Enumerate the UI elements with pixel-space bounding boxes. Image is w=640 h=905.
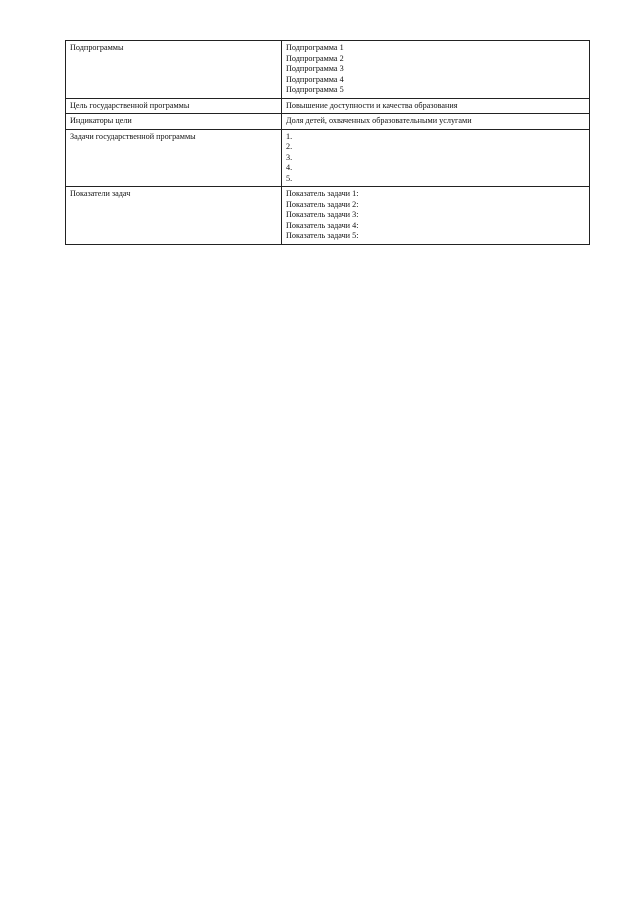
program-passport-table [65, 40, 590, 245]
row-label: Задачи государственной программы [66, 129, 282, 187]
row-label: Цель государственной программы [66, 98, 282, 114]
value-paragraph: Показатель задачи 1: [286, 189, 359, 198]
row-label: Показатели задач [66, 187, 282, 245]
value-paragraph: Подпрограмма 1 [286, 43, 344, 52]
value-paragraph: Подпрограмма 5 [286, 85, 344, 94]
value-paragraph: Подпрограмма 4 [286, 74, 344, 84]
value-paragraph: 4. [286, 163, 293, 172]
row-value [282, 41, 590, 99]
table-row [66, 98, 590, 114]
value-paragraph: 3. [286, 152, 293, 162]
row-value [282, 187, 590, 245]
table-row [66, 114, 590, 130]
table-row [66, 187, 590, 245]
value-paragraph: Показатель задачи 2: [286, 199, 359, 209]
value-paragraph: Показатель задачи 5: [286, 231, 359, 240]
value-paragraph: 5. [286, 173, 293, 183]
value-paragraph: 2. [286, 142, 293, 151]
row-value [282, 98, 590, 114]
value-paragraph: Показатель задачи 4: [286, 220, 359, 230]
row-label: Индикаторы цели [66, 114, 282, 130]
value-paragraph: Показатель задачи 3: [286, 210, 359, 219]
row-label: Подпрограммы [66, 41, 282, 99]
value-paragraph: 1. [286, 131, 293, 141]
table-row [66, 41, 590, 99]
value-paragraph: Подпрограмма 2 [286, 53, 344, 63]
value-paragraph: Подпрограмма 3 [286, 64, 344, 73]
value-paragraph: Доля детей, охваченных образовательными услугами [286, 116, 472, 125]
table-row [66, 129, 590, 187]
row-value [282, 114, 590, 130]
row-value [282, 129, 590, 187]
value-paragraph: Повышение доступности и качества образования [286, 100, 458, 110]
